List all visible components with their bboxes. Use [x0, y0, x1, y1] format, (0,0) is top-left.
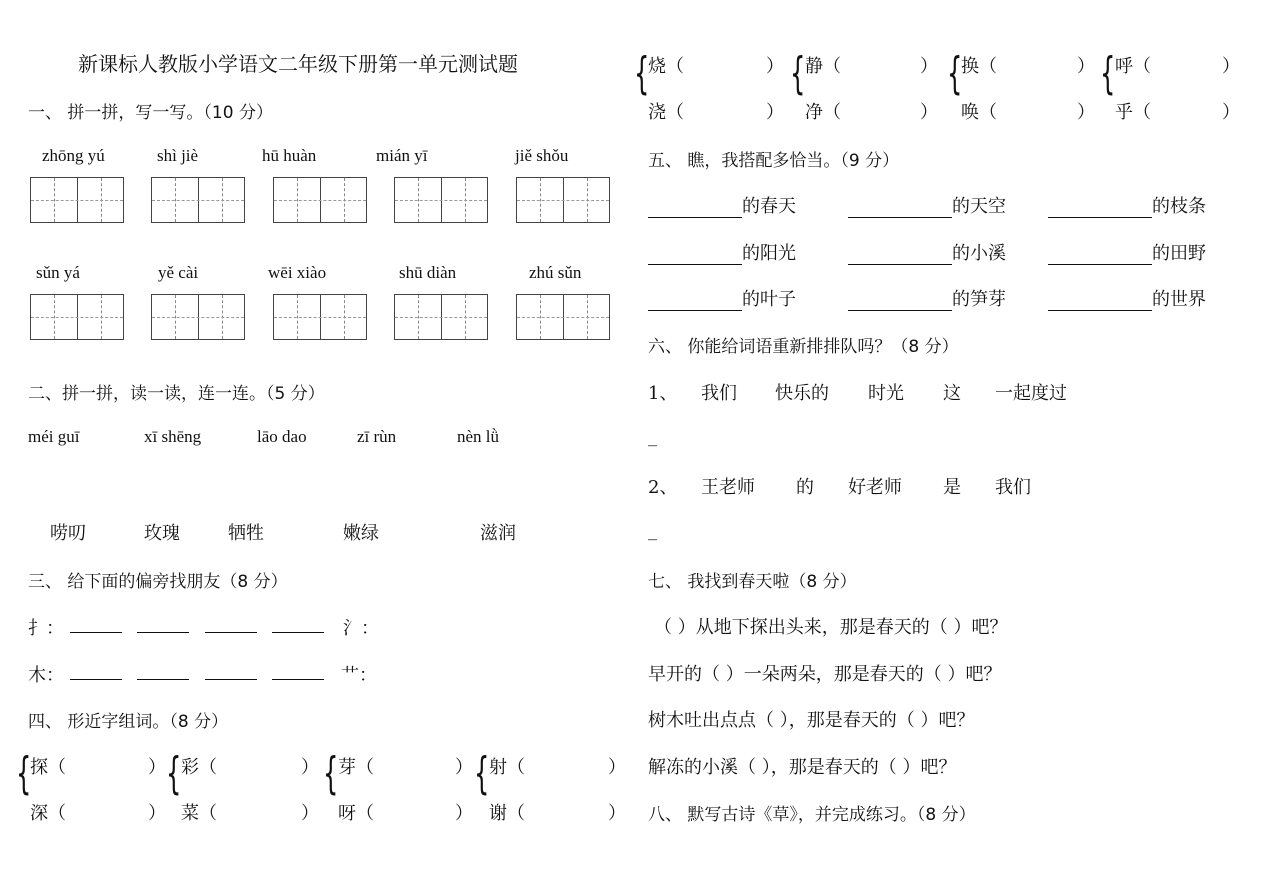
char-prompt: 射（ [489, 757, 525, 778]
pinyin-label: hū huàn [262, 146, 317, 165]
pinyin-label: jiě shǒu [515, 146, 569, 165]
word-option[interactable]: 唠叨 [50, 523, 86, 544]
radical-label: 扌： [28, 618, 64, 639]
close-paren: ） [1222, 102, 1240, 123]
word-chip: 这 [943, 383, 961, 404]
match-word: 的叶子 [742, 289, 796, 310]
match-item[interactable] [648, 239, 796, 265]
match-item[interactable] [848, 285, 1006, 311]
writing-grid[interactable] [394, 294, 488, 340]
pinyin-label: mián yī [376, 146, 428, 165]
char-prompt: 净（ [805, 102, 841, 123]
section-6-heading: 六、 你能给词语重新排排队吗？（8 分） [648, 337, 959, 357]
writing-grid[interactable] [151, 177, 245, 223]
pinyin-label: yě cài [158, 263, 199, 282]
word-chip: 好老师 [848, 477, 902, 498]
writing-grid[interactable] [394, 177, 488, 223]
close-paren: ） [766, 56, 784, 77]
brace: { [634, 48, 650, 99]
word-chip: 时光 [868, 383, 904, 404]
char-prompt: 深（ [30, 803, 66, 824]
page-title: 新课标人教版小学语文二年级下册第一单元测试题 [78, 52, 518, 76]
char-prompt: 芽（ [338, 757, 374, 778]
section-3-heading: 三、 给下面的偏旁找朋友（8 分） [28, 572, 288, 592]
match-word: 的春天 [742, 196, 796, 217]
brace: { [790, 48, 806, 99]
match-word: 的阳光 [742, 243, 796, 264]
fill-sentence[interactable]: （ ）从地下探出头来，那是春天的（ ）吧？ [654, 617, 1008, 638]
brace: { [323, 748, 339, 799]
section-4-heading: 四、 形近字组词。（8 分） [28, 712, 229, 732]
match-item[interactable] [848, 192, 1006, 218]
match-word: 的枝条 [1152, 196, 1206, 217]
word-option[interactable]: 滋润 [480, 523, 516, 544]
match-word: 的小溪 [952, 243, 1006, 264]
answer-blanks[interactable] [70, 614, 324, 633]
writing-grid[interactable] [30, 294, 124, 340]
close-paren: ） [1077, 102, 1095, 123]
pinyin-label: zī rùn [357, 427, 397, 446]
close-paren: ） [920, 102, 938, 123]
section-5-heading: 五、 瞧，我搭配多恰当。（9 分） [648, 151, 900, 171]
char-prompt: 彩（ [181, 757, 217, 778]
close-paren: ） [301, 803, 319, 824]
close-paren: ） [148, 757, 166, 778]
word-chip: 一起度过 [995, 383, 1067, 404]
pinyin-label: wēi xiào [268, 263, 327, 282]
writing-grid[interactable] [516, 294, 610, 340]
word-chip: 快乐的 [775, 383, 829, 404]
close-paren: ） [920, 56, 938, 77]
brace: { [166, 748, 182, 799]
match-item[interactable] [1048, 285, 1206, 311]
close-paren: ） [1222, 56, 1240, 77]
word-chip: 我们 [701, 383, 737, 404]
section-7-heading: 七、 我找到春天啦（8 分） [648, 572, 857, 592]
brace: { [474, 748, 490, 799]
pinyin-label: xī shēng [144, 427, 202, 446]
pinyin-label: zhú sǔn [529, 263, 582, 282]
question-number: 1、 [648, 383, 678, 404]
match-word: 的世界 [1152, 289, 1206, 310]
char-prompt: 探（ [30, 757, 66, 778]
close-paren: ） [1077, 56, 1095, 77]
char-prompt: 换（ [961, 56, 997, 77]
char-prompt: 静（ [805, 56, 841, 77]
writing-grid[interactable] [30, 177, 124, 223]
section-1-heading: 一、 拼一拼，写一写。（10 分） [28, 103, 273, 123]
char-prompt: 菜（ [181, 803, 217, 824]
close-paren: ） [608, 803, 626, 824]
word-chip: 是 [943, 477, 961, 498]
close-paren: ） [455, 757, 473, 778]
char-prompt: 谢（ [489, 803, 525, 824]
match-word: 的田野 [1152, 243, 1206, 264]
word-chip: 的 [796, 477, 814, 498]
match-item[interactable] [1048, 192, 1206, 218]
char-prompt: 呼（ [1115, 56, 1151, 77]
writing-grid[interactable] [273, 294, 367, 340]
pinyin-label: sǔn yá [36, 263, 80, 282]
match-item[interactable] [648, 192, 796, 218]
answer-line[interactable]: _ [648, 426, 657, 447]
writing-grid[interactable] [273, 177, 367, 223]
brace: { [947, 48, 963, 99]
close-paren: ） [455, 803, 473, 824]
answer-line[interactable]: _ [648, 520, 657, 541]
match-item[interactable] [648, 285, 796, 311]
char-prompt: 乎（ [1115, 102, 1151, 123]
section-2-heading: 二、拼一拼，读一读，连一连。（5 分） [28, 384, 325, 404]
radical-label: 氵： [343, 618, 379, 639]
match-item[interactable] [1048, 239, 1206, 265]
close-paren: ） [766, 102, 784, 123]
char-prompt: 烧（ [648, 56, 684, 77]
close-paren: ） [608, 757, 626, 778]
answer-blanks[interactable] [70, 661, 324, 680]
fill-sentence[interactable]: 解冻的小溪（ ），那是春天的（ ）吧？ [648, 757, 957, 778]
match-word: 的笋芽 [952, 289, 1006, 310]
word-chip: 我们 [995, 477, 1031, 498]
close-paren: ） [301, 757, 319, 778]
pinyin-label: zhōng yú [42, 146, 105, 165]
char-prompt: 浇（ [648, 102, 684, 123]
pinyin-label: shì jiè [157, 146, 199, 165]
question-number: 2、 [648, 477, 678, 498]
word-option[interactable]: 牺牲 [228, 523, 264, 544]
char-prompt: 呀（ [338, 803, 374, 824]
char-prompt: 唤（ [961, 102, 997, 123]
word-option[interactable]: 嫩绿 [343, 523, 379, 544]
radical-label: 艹： [341, 665, 377, 686]
brace: { [1100, 48, 1116, 99]
fill-sentence[interactable]: 早开的（ ）一朵两朵，那是春天的（ ）吧？ [648, 664, 1002, 685]
writing-grid[interactable] [151, 294, 245, 340]
radical-label: 木： [28, 665, 64, 686]
pinyin-label: méi guī [28, 427, 80, 446]
close-paren: ） [148, 803, 166, 824]
word-chip: 王老师 [701, 477, 755, 498]
pinyin-label: shū diàn [399, 263, 457, 282]
word-option[interactable]: 玫瑰 [144, 523, 180, 544]
match-item[interactable] [848, 239, 1006, 265]
section-8-heading: 八、 默写古诗《草》，并完成练习。（8 分） [648, 805, 976, 825]
pinyin-label: lāo dao [257, 427, 307, 446]
match-word: 的天空 [952, 196, 1006, 217]
pinyin-label: nèn lǜ [457, 427, 500, 446]
brace: { [16, 748, 32, 799]
fill-sentence[interactable]: 树木吐出点点（ ），那是春天的（ ）吧？ [648, 710, 975, 731]
writing-grid[interactable] [516, 177, 610, 223]
